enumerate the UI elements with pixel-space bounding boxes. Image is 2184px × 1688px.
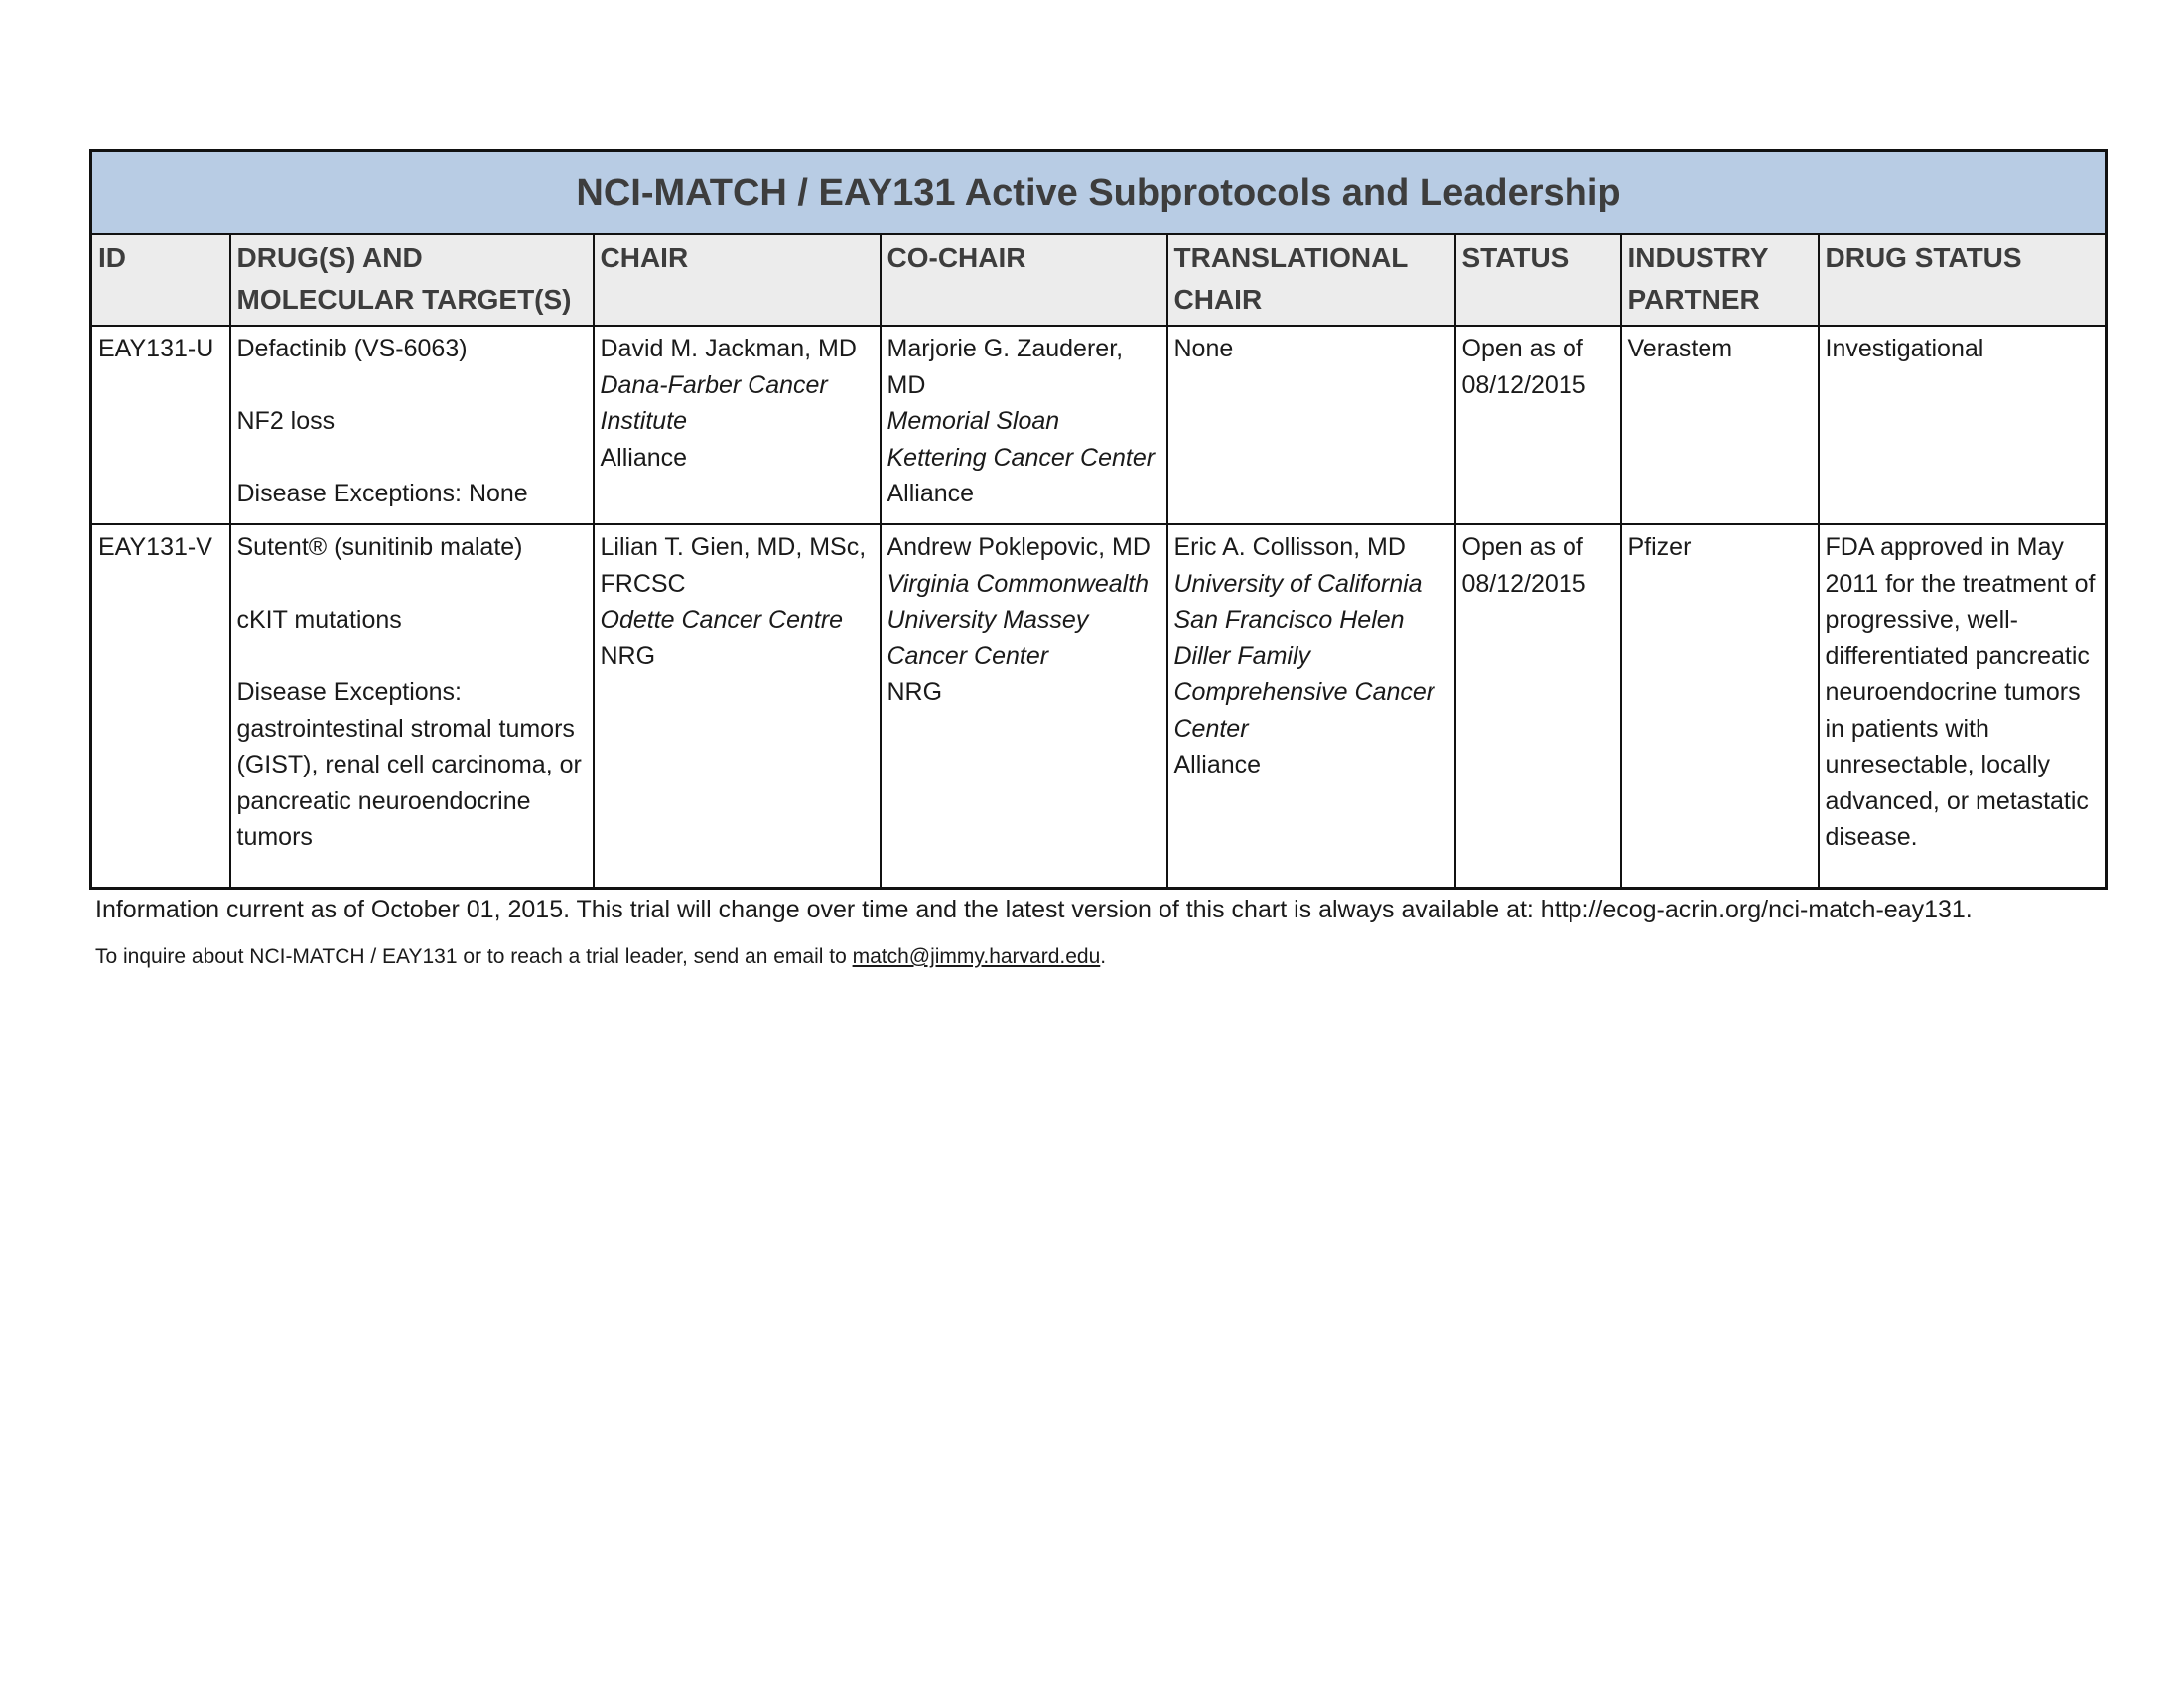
cell-industry-partner: Pfizer	[1621, 524, 1819, 889]
cell-co-chair	[881, 326, 1167, 524]
header-co-chair: CO-CHAIR	[881, 234, 1167, 326]
cell-drug-status: Investigational	[1819, 326, 2107, 524]
email-link[interactable]: match@jimmy.harvard.edu	[852, 945, 1101, 968]
table-row	[91, 524, 2107, 889]
header-status: STATUS	[1455, 234, 1621, 326]
chair-name: Lilian T. Gien, MD, MSc, FRCSC	[600, 533, 867, 598]
header-drug-line2: MOLECULAR TARGET(S)	[236, 284, 572, 315]
cell-translational-chair: None	[1167, 326, 1455, 524]
inquire-footnote	[95, 945, 1106, 969]
trans-chair-institution: University of California San Francisco Helen Diller Family Comprehensive Cancer Center	[1173, 569, 1435, 743]
chair-institution: Dana-Farber Cancer Institute	[600, 370, 828, 435]
header-industry-partner	[1621, 234, 1819, 326]
header-trans-line2: CHAIR	[1173, 284, 1263, 315]
header-partner-line1: INDUSTRY	[1627, 242, 1769, 273]
cochair-name: Marjorie G. Zauderer, MD	[887, 335, 1124, 399]
cell-id: EAY131-U	[91, 326, 230, 524]
header-drug	[230, 234, 594, 326]
cell-drug	[230, 326, 594, 524]
header-chair: CHAIR	[594, 234, 881, 326]
chair-group: NRG	[600, 641, 656, 670]
cell-co-chair	[881, 524, 1167, 889]
header-row	[91, 234, 2107, 326]
cell-chair	[594, 524, 881, 889]
inquire-suffix: .	[1100, 945, 1107, 968]
subprotocols-table	[89, 149, 2108, 890]
info-footnote: Information current as of October 01, 2015. This trial will change over time and the latest version of this chart is always available at: http://ecog-acrin.org/nci-match-eay131.	[95, 896, 1973, 923]
cell-chair	[594, 326, 881, 524]
disease-exceptions: Disease Exceptions: gastrointestinal stromal tumors (GIST), renal cell carcinoma, or pancreatic neuroendocrine tumors	[236, 678, 582, 851]
cell-id: EAY131-V	[91, 524, 230, 889]
header-drug-status: DRUG STATUS	[1819, 234, 2107, 326]
chair-institution: Odette Cancer Centre	[600, 606, 844, 633]
cochair-institution: Virginia Commonwealth University Massey Cancer Center	[887, 569, 1150, 670]
molecular-target: cKIT mutations	[236, 606, 402, 633]
table-title: NCI-MATCH / EAY131 Active Subprotocols and Leadership	[91, 151, 2107, 235]
table-row	[91, 326, 2107, 524]
cochair-group: Alliance	[887, 480, 975, 507]
drug-name: Sutent® (sunitinib malate)	[236, 533, 523, 561]
cell-industry-partner: Verastem	[1621, 326, 1819, 524]
header-drug-line1: DRUG(S) AND	[236, 242, 423, 273]
cochair-name: Andrew Poklepovic, MD	[887, 533, 1151, 561]
header-trans-line1: TRANSLATIONAL	[1173, 242, 1409, 273]
chair-name: David M. Jackman, MD	[600, 335, 857, 362]
cochair-group: NRG	[887, 678, 943, 706]
disease-exceptions: Disease Exceptions: None	[236, 480, 528, 507]
header-translational-chair	[1167, 234, 1455, 326]
cell-drug	[230, 524, 594, 889]
cochair-institution: Memorial Sloan Kettering Cancer Center	[887, 407, 1156, 472]
trans-chair-group: Alliance	[1173, 751, 1262, 778]
subprotocols-table-container	[89, 149, 2105, 890]
cell-drug-status: FDA approved in May 2011 for the treatment of progressive, well-differentiated pancreatic neuroendocrine tumors in patients with unresectable, locally advanced, or metastatic disease.	[1819, 524, 2107, 889]
drug-name: Defactinib (VS-6063)	[236, 335, 468, 362]
header-id: ID	[91, 234, 230, 326]
molecular-target: NF2 loss	[236, 407, 336, 435]
cell-status: Open as of 08/12/2015	[1455, 326, 1621, 524]
trans-chair-name: Eric A. Collisson, MD	[1173, 533, 1406, 561]
chair-group: Alliance	[600, 443, 688, 472]
inquire-text: To inquire about NCI-MATCH / EAY131 or to reach a trial leader, send an email to	[95, 945, 853, 968]
cell-translational-chair	[1167, 524, 1455, 889]
cell-status: Open as of 08/12/2015	[1455, 524, 1621, 889]
header-partner-line2: PARTNER	[1627, 284, 1760, 315]
